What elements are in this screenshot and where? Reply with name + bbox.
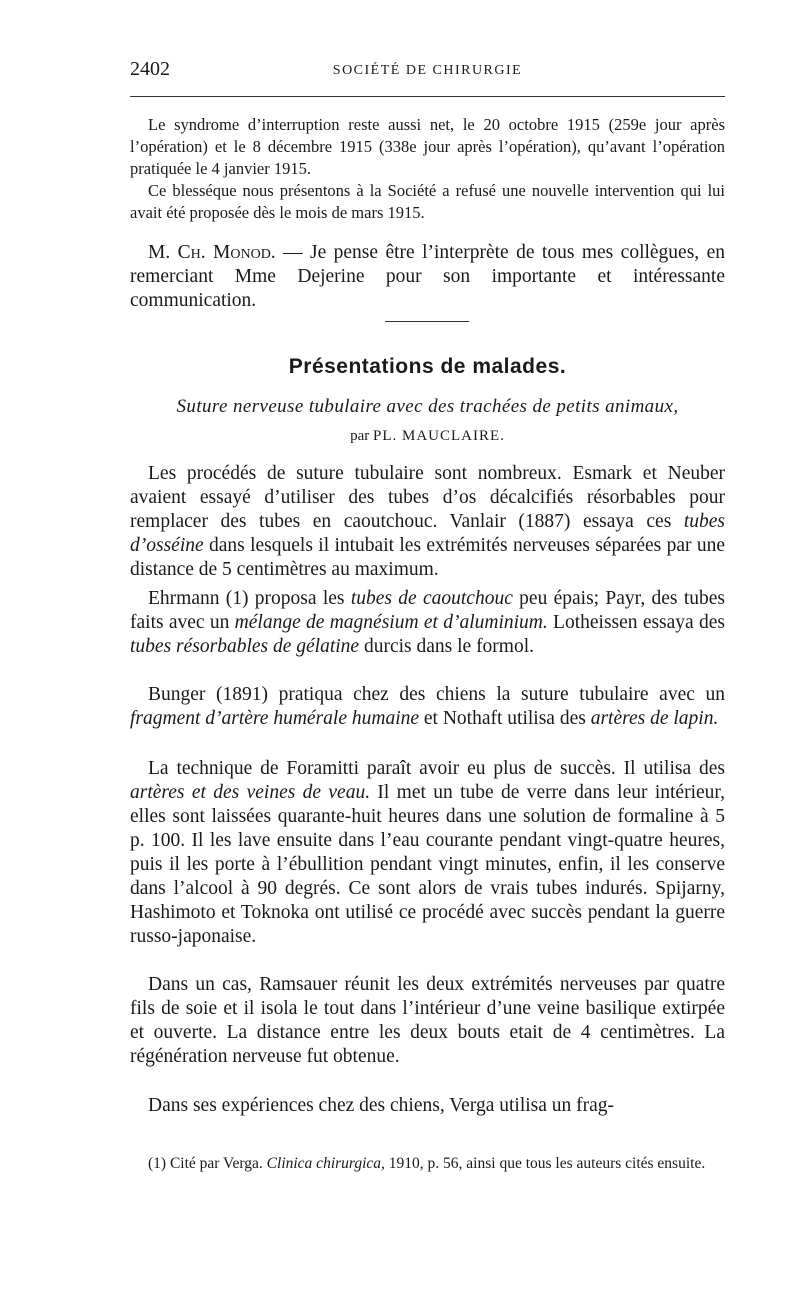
emphasis-text: Clinica chirurgica, xyxy=(266,1154,385,1172)
emphasis-text: tubes résorbables de gélatine xyxy=(130,636,360,657)
intro-paragraph-2: Ce blesséque nous présentons à la Société a refusé une nouvelle intervention qui lui avait été proposée dès le mois de mars 1915. xyxy=(130,181,725,222)
body-paragraph-3: Bunger (1891) pratiqua chez des chiens la suture tubulaire avec un fragment d’artère humérale humaine et Nothaft utilisa des artères de lapin. xyxy=(130,684,725,729)
footnote: (1) Cité par Verga. Clinica chirurgica, 1910, p. 56, ainsi que tous les auteurs cités ensuite. xyxy=(148,1154,706,1172)
emphasis-text: tubes d’osséine xyxy=(130,511,725,556)
byline-author: PL. MAUCLAIRE. xyxy=(372,428,505,444)
body-paragraph-1: Les procédés de suture tubulaire sont nombreux. Esmark et Neuber avaient essayé d’utiliser des tubes d’os décalcifiés résorbables pour remplacer des tubes en caoutchouc. Vanlair (1887) essaya ces tubes d’osséine dans lesquels il intubait les extrémités nerveuses séparées par une distance de 5 centimètres au maximum. xyxy=(130,463,725,580)
section-title: Présentations de malades. xyxy=(288,355,567,378)
emphasis-text: mélange de magnésium et d’aluminium. xyxy=(234,612,548,633)
intro-paragraph-1: Le syndrome d’interruption reste aussi net, le 20 octobre 1915 (259e jour après l’opération) et le 8 décembre 1915 (338e jour après l’opération), qu’avant l’opération pratiquée le 4 janvier 1915. xyxy=(130,115,725,178)
remark-speaker: M. Ch. Monod. xyxy=(148,242,276,263)
article-subtitle: Suture nerveuse tubulaire avec des trachées de petits animaux, xyxy=(176,396,679,417)
body-paragraph-2: Ehrmann (1) proposa les tubes de caoutchouc peu épais; Payr, des tubes faits avec un mélange de magnésium et d’aluminium. Lotheissen essaya des tubes résorbables de gélatine durcis dans le formol. xyxy=(130,588,725,657)
emphasis-text: fragment d’artère humérale humaine xyxy=(130,708,420,729)
emphasis-text: tubes de caoutchouc xyxy=(350,588,513,609)
byline-prefix: par xyxy=(350,428,373,444)
section-separator xyxy=(385,321,469,322)
body-paragraph-5: Dans un cas, Ramsauer réunit les deux extrémités nerveuses par quatre fils de soie et il isola le tout dans l’intérieur d’une veine basilique extirpée et ouverte. La distance entre les deux bouts etait de 4 centimètres. La régénération nerveuse fut obtenue. xyxy=(130,974,725,1067)
running-title: SOCIÉTÉ DE CHIRURGIE xyxy=(332,63,523,78)
body-paragraph-4: La technique de Foramitti paraît avoir eu plus de succès. Il utilisa des artères et des veines de veau. Il met un tube de verre dans leur intérieur, elles sont laissées quarante-huit heures dans une solution de formaline à 5 p. 100. Il les lave ensuite dans l’eau courante pendant vingt-quatre heures, puis il les porte à l’ébullition pendant vingt minutes, enfin, il les conserve dans l’alcool à 90 degrés. Ce sont alors de vrais tubes indurés. Spijarny, Hashimoto et Toknoka ont utilisé ce procédé avec succès pendant la guerre russo-japonaise. xyxy=(130,758,725,947)
remark-text: — Je pense être l’interprète de tous mes collègues, en remerciant Mme Dejerine pour son importante et intéressante communication. xyxy=(130,242,725,311)
page-number: 2402 xyxy=(130,58,170,80)
article-byline xyxy=(130,428,725,445)
page-header xyxy=(130,58,725,84)
emphasis-text: artères de lapin. xyxy=(590,708,719,729)
header-rule xyxy=(130,96,725,97)
body-paragraph-6: Dans ses expériences chez des chiens, Verga utilisa un frag- xyxy=(148,1095,615,1116)
emphasis-text: artères et des veines de veau. xyxy=(130,782,371,803)
monod-remark xyxy=(130,241,725,313)
